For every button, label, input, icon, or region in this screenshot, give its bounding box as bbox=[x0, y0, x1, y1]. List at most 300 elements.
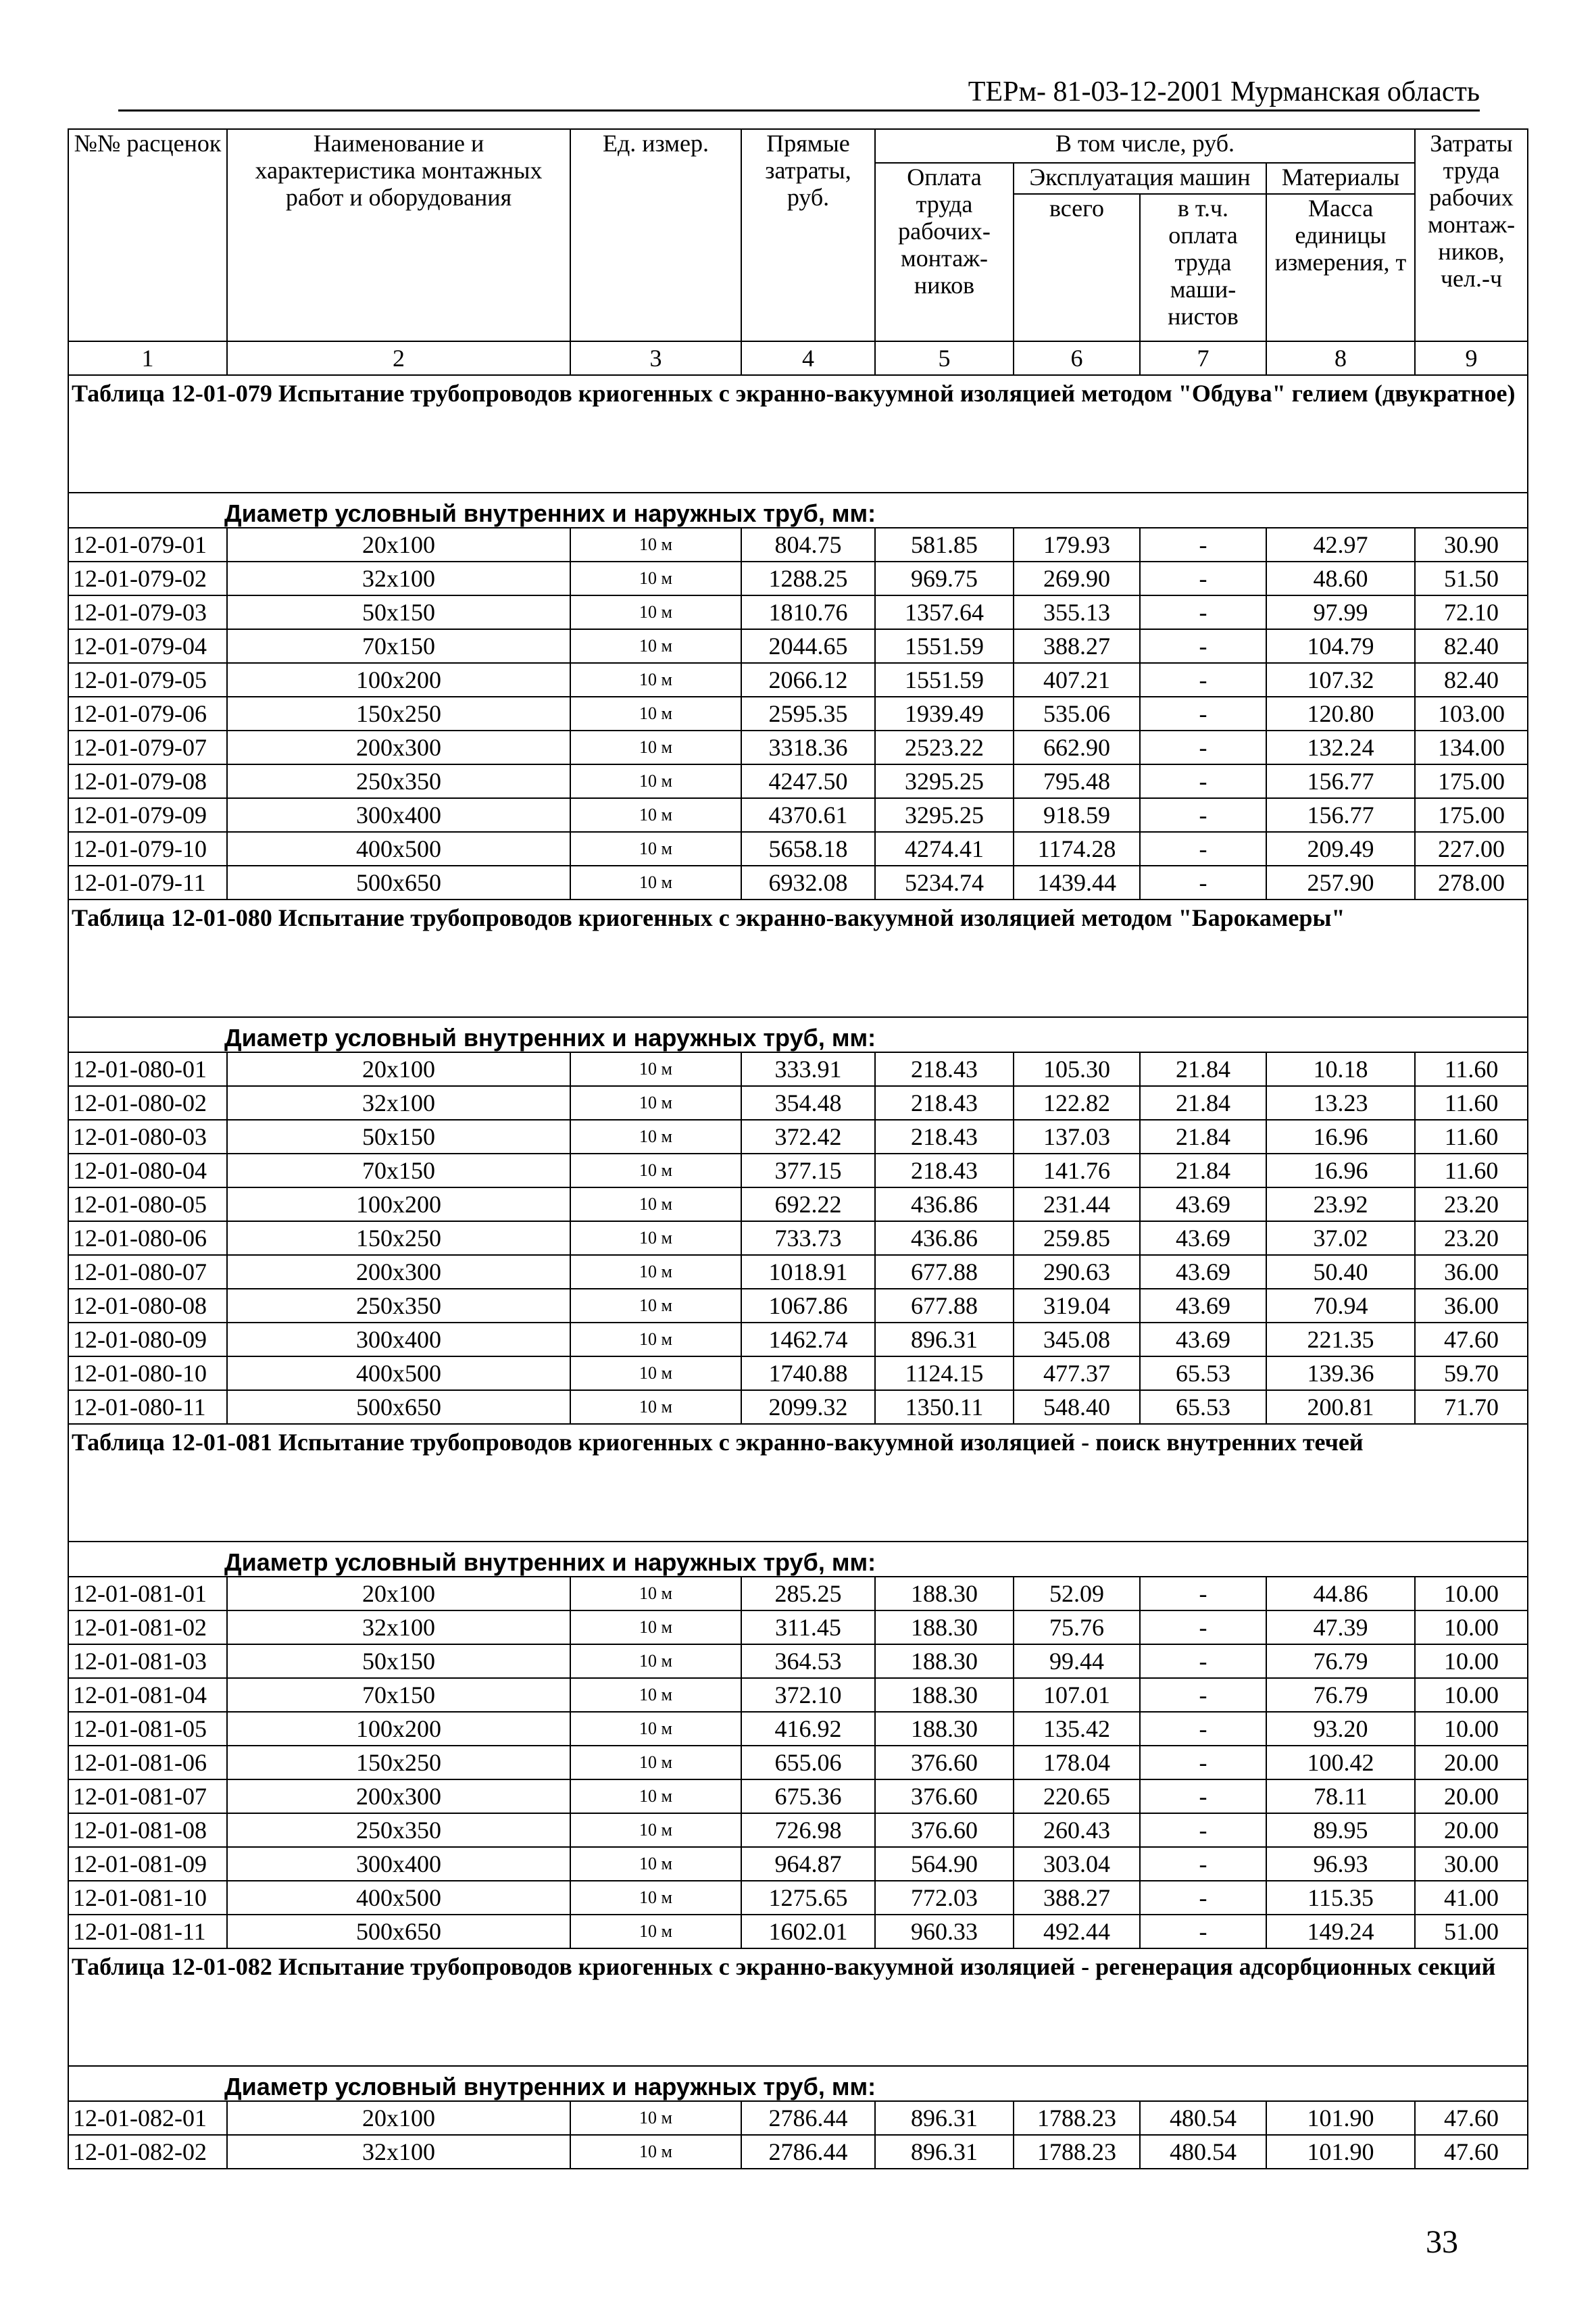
table-cell: 10 м bbox=[570, 764, 741, 798]
header-col7: в т.ч. оплата труда маши-нистов bbox=[1140, 194, 1266, 341]
column-number: 1 bbox=[68, 341, 227, 375]
table-cell: 300x400 bbox=[227, 1323, 570, 1356]
table-cell: 122.82 bbox=[1014, 1086, 1140, 1120]
table-cell: 12-01-080-05 bbox=[68, 1187, 227, 1221]
table-row bbox=[68, 798, 1528, 832]
table-cell: 188.30 bbox=[875, 1678, 1014, 1712]
table-cell: 21.84 bbox=[1140, 1120, 1266, 1154]
table-cell: - bbox=[1140, 1881, 1266, 1915]
table-cell: 12-01-081-01 bbox=[68, 1577, 227, 1610]
table-cell: 115.35 bbox=[1266, 1881, 1415, 1915]
table-cell: 12-01-079-06 bbox=[68, 697, 227, 731]
table-cell: 896.31 bbox=[875, 1323, 1014, 1356]
table-cell: 675.36 bbox=[741, 1779, 875, 1813]
table-cell: 20x100 bbox=[227, 2101, 570, 2135]
table-cell: 311.45 bbox=[741, 1610, 875, 1644]
table-cell: 100x200 bbox=[227, 663, 570, 697]
table-cell: 692.22 bbox=[741, 1187, 875, 1221]
table-cell: 416.92 bbox=[741, 1712, 875, 1746]
table-row bbox=[68, 1356, 1528, 1390]
table-cell: 3295.25 bbox=[875, 764, 1014, 798]
table-row bbox=[68, 528, 1528, 562]
table-cell: 71.70 bbox=[1415, 1390, 1528, 1424]
table-cell: 400x500 bbox=[227, 1881, 570, 1915]
table-cell: 188.30 bbox=[875, 1610, 1014, 1644]
table-cell: 388.27 bbox=[1014, 1881, 1140, 1915]
table-cell: 41.00 bbox=[1415, 1881, 1528, 1915]
table-cell: 150x250 bbox=[227, 1746, 570, 1779]
table-cell: 218.43 bbox=[875, 1086, 1014, 1120]
column-numbers-row bbox=[68, 341, 1528, 375]
table-cell: - bbox=[1140, 629, 1266, 663]
table-cell: 960.33 bbox=[875, 1915, 1014, 1948]
table-row bbox=[68, 1052, 1528, 1086]
table-cell: 20.00 bbox=[1415, 1779, 1528, 1813]
table-row bbox=[68, 595, 1528, 629]
table-cell: 82.40 bbox=[1415, 629, 1528, 663]
table-cell: 218.43 bbox=[875, 1154, 1014, 1187]
table-cell: 120.80 bbox=[1266, 697, 1415, 731]
table-cell: 500x650 bbox=[227, 866, 570, 900]
table-row bbox=[68, 1086, 1528, 1120]
table-cell: 218.43 bbox=[875, 1052, 1014, 1086]
header-col8: Масса единицы измерения, т bbox=[1266, 194, 1415, 341]
table-cell: 23.20 bbox=[1415, 1221, 1528, 1255]
table-cell: 188.30 bbox=[875, 1712, 1014, 1746]
section-subtitle-row bbox=[68, 1542, 1528, 1577]
table-row bbox=[68, 731, 1528, 764]
table-cell: 1357.64 bbox=[875, 595, 1014, 629]
table-cell: - bbox=[1140, 562, 1266, 595]
table-row bbox=[68, 1221, 1528, 1255]
document-header: ТЕРм- 81-03-12-2001 Мурманская область bbox=[968, 76, 1480, 107]
table-cell: 12-01-080-01 bbox=[68, 1052, 227, 1086]
table-cell: 12-01-079-04 bbox=[68, 629, 227, 663]
table-cell: - bbox=[1140, 1610, 1266, 1644]
table-cell: 156.77 bbox=[1266, 764, 1415, 798]
table-cell: 10 м bbox=[570, 1847, 741, 1881]
section-subtitle: Диаметр условный внутренних и наружных труб, мм: bbox=[68, 2066, 1528, 2101]
table-cell: 137.03 bbox=[1014, 1120, 1140, 1154]
table-cell: 100.42 bbox=[1266, 1746, 1415, 1779]
table-cell: 76.79 bbox=[1266, 1678, 1415, 1712]
table-row bbox=[68, 1847, 1528, 1881]
table-cell: 12-01-079-02 bbox=[68, 562, 227, 595]
table-cell: 1067.86 bbox=[741, 1289, 875, 1323]
table-row bbox=[68, 1915, 1528, 1948]
table-cell: 72.10 bbox=[1415, 595, 1528, 629]
table-cell: 969.75 bbox=[875, 562, 1014, 595]
table-cell: 175.00 bbox=[1415, 764, 1528, 798]
table-cell: 70.94 bbox=[1266, 1289, 1415, 1323]
table-cell: 21.84 bbox=[1140, 1154, 1266, 1187]
section-subtitle: Диаметр условный внутренних и наружных труб, мм: bbox=[68, 1542, 1528, 1577]
table-cell: 1275.65 bbox=[741, 1881, 875, 1915]
table-cell: - bbox=[1140, 528, 1266, 562]
table-cell: 10 м bbox=[570, 1644, 741, 1678]
table-cell: 150x250 bbox=[227, 1221, 570, 1255]
table-cell: 1788.23 bbox=[1014, 2135, 1140, 2169]
table-cell: 436.86 bbox=[875, 1187, 1014, 1221]
table-row bbox=[68, 1712, 1528, 1746]
table-row bbox=[68, 1154, 1528, 1187]
table-row bbox=[68, 1813, 1528, 1847]
table-cell: 5658.18 bbox=[741, 832, 875, 866]
table-cell: 156.77 bbox=[1266, 798, 1415, 832]
table-cell: 10 м bbox=[570, 2135, 741, 2169]
table-cell: 10 м bbox=[570, 1390, 741, 1424]
table-cell: 12-01-080-07 bbox=[68, 1255, 227, 1289]
table-cell: 30.90 bbox=[1415, 528, 1528, 562]
table-cell: 772.03 bbox=[875, 1881, 1014, 1915]
table-cell: 10 м bbox=[570, 629, 741, 663]
header-col3: Ед. измер. bbox=[570, 129, 741, 341]
table-cell: 964.87 bbox=[741, 1847, 875, 1881]
table-cell: 677.88 bbox=[875, 1255, 1014, 1289]
table-cell: - bbox=[1140, 764, 1266, 798]
table-cell: 10 м bbox=[570, 528, 741, 562]
table-cell: 47.60 bbox=[1415, 2101, 1528, 2135]
table-cell: 43.69 bbox=[1140, 1323, 1266, 1356]
table-cell: 1174.28 bbox=[1014, 832, 1140, 866]
table-cell: 10 м bbox=[570, 832, 741, 866]
table-cell: 377.15 bbox=[741, 1154, 875, 1187]
table-cell: 285.25 bbox=[741, 1577, 875, 1610]
table-cell: 10 м bbox=[570, 1120, 741, 1154]
table-cell: 10 м bbox=[570, 1086, 741, 1120]
section-title-row bbox=[68, 1424, 1528, 1542]
header-materials: Материалы bbox=[1266, 163, 1415, 194]
table-cell: 662.90 bbox=[1014, 731, 1140, 764]
column-number: 9 bbox=[1415, 341, 1528, 375]
table-cell: 250x350 bbox=[227, 1289, 570, 1323]
table-cell: - bbox=[1140, 1847, 1266, 1881]
table-cell: 52.09 bbox=[1014, 1577, 1140, 1610]
table-cell: 12-01-080-09 bbox=[68, 1323, 227, 1356]
table-cell: 2786.44 bbox=[741, 2101, 875, 2135]
table-cell: 12-01-081-05 bbox=[68, 1712, 227, 1746]
table-cell: 548.40 bbox=[1014, 1390, 1140, 1424]
table-cell: 101.90 bbox=[1266, 2101, 1415, 2135]
table-cell: 200x300 bbox=[227, 1779, 570, 1813]
table-cell: 21.84 bbox=[1140, 1052, 1266, 1086]
table-cell: 20x100 bbox=[227, 528, 570, 562]
table-cell: 32x100 bbox=[227, 1610, 570, 1644]
table-cell: 227.00 bbox=[1415, 832, 1528, 866]
table-cell: 12-01-080-04 bbox=[68, 1154, 227, 1187]
table-row bbox=[68, 1610, 1528, 1644]
table-cell: 10 м bbox=[570, 1187, 741, 1221]
table-cell: - bbox=[1140, 866, 1266, 900]
table-cell: 59.70 bbox=[1415, 1356, 1528, 1390]
column-number: 2 bbox=[227, 341, 570, 375]
table-cell: 10 м bbox=[570, 731, 741, 764]
table-cell: 43.69 bbox=[1140, 1187, 1266, 1221]
table-cell: 535.06 bbox=[1014, 697, 1140, 731]
table-cell: 104.79 bbox=[1266, 629, 1415, 663]
table-cell: 492.44 bbox=[1014, 1915, 1140, 1948]
table-cell: 107.32 bbox=[1266, 663, 1415, 697]
table-cell: 10.00 bbox=[1415, 1610, 1528, 1644]
column-number: 4 bbox=[741, 341, 875, 375]
table-cell: 97.99 bbox=[1266, 595, 1415, 629]
table-cell: 2066.12 bbox=[741, 663, 875, 697]
table-cell: 376.60 bbox=[875, 1779, 1014, 1813]
table-row bbox=[68, 1678, 1528, 1712]
table-cell: 11.60 bbox=[1415, 1052, 1528, 1086]
table-cell: 1740.88 bbox=[741, 1356, 875, 1390]
table-row bbox=[68, 562, 1528, 595]
table-cell: 918.59 bbox=[1014, 798, 1140, 832]
table-cell: 134.00 bbox=[1415, 731, 1528, 764]
table-row bbox=[68, 1255, 1528, 1289]
table-cell: 65.53 bbox=[1140, 1390, 1266, 1424]
table-cell: 1788.23 bbox=[1014, 2101, 1140, 2135]
table-cell: 1288.25 bbox=[741, 562, 875, 595]
table-cell: 11.60 bbox=[1415, 1086, 1528, 1120]
table-cell: - bbox=[1140, 1712, 1266, 1746]
table-row bbox=[68, 832, 1528, 866]
header-col4: Прямые затраты, руб. bbox=[741, 129, 875, 341]
header-rule bbox=[118, 109, 1480, 112]
table-cell: 4247.50 bbox=[741, 764, 875, 798]
table-cell: 10 м bbox=[570, 1881, 741, 1915]
table-cell: 10 м bbox=[570, 798, 741, 832]
table-cell: 10 м bbox=[570, 1678, 741, 1712]
table-cell: 257.90 bbox=[1266, 866, 1415, 900]
column-number: 5 bbox=[875, 341, 1014, 375]
table-cell: 20x100 bbox=[227, 1052, 570, 1086]
table-cell: 12-01-079-07 bbox=[68, 731, 227, 764]
table-cell: 1350.11 bbox=[875, 1390, 1014, 1424]
table-cell: 12-01-080-10 bbox=[68, 1356, 227, 1390]
table-cell: 10 м bbox=[570, 1356, 741, 1390]
header-group: В том числе, руб. bbox=[875, 129, 1415, 163]
table-cell: 10 м bbox=[570, 1779, 741, 1813]
table-cell: 101.90 bbox=[1266, 2135, 1415, 2169]
table-cell: 500x650 bbox=[227, 1390, 570, 1424]
table-cell: 10.00 bbox=[1415, 1712, 1528, 1746]
table-cell: - bbox=[1140, 798, 1266, 832]
table-cell: 51.50 bbox=[1415, 562, 1528, 595]
table-row bbox=[68, 2101, 1528, 2135]
table-cell: 259.85 bbox=[1014, 1221, 1140, 1255]
table-cell: 6932.08 bbox=[741, 866, 875, 900]
table-cell: 70x150 bbox=[227, 1154, 570, 1187]
table-header-row bbox=[68, 129, 1528, 163]
table-cell: 12-01-081-07 bbox=[68, 1779, 227, 1813]
table-cell: 209.49 bbox=[1266, 832, 1415, 866]
table-row bbox=[68, 2135, 1528, 2169]
table-cell: 12-01-081-10 bbox=[68, 1881, 227, 1915]
table-cell: 3295.25 bbox=[875, 798, 1014, 832]
table-cell: 290.63 bbox=[1014, 1255, 1140, 1289]
table-cell: 400x500 bbox=[227, 1356, 570, 1390]
table-cell: 333.91 bbox=[741, 1052, 875, 1086]
table-cell: 1810.76 bbox=[741, 595, 875, 629]
table-cell: 43.69 bbox=[1140, 1255, 1266, 1289]
table-cell: 141.76 bbox=[1014, 1154, 1140, 1187]
table-cell: 12-01-081-03 bbox=[68, 1644, 227, 1678]
table-cell: - bbox=[1140, 731, 1266, 764]
table-row bbox=[68, 1644, 1528, 1678]
header-col1: №№ расценок bbox=[68, 129, 227, 341]
table-cell: 200x300 bbox=[227, 731, 570, 764]
table-cell: 50x150 bbox=[227, 1644, 570, 1678]
table-cell: 388.27 bbox=[1014, 629, 1140, 663]
table-cell: 655.06 bbox=[741, 1746, 875, 1779]
column-number: 8 bbox=[1266, 341, 1415, 375]
table-cell: - bbox=[1140, 1915, 1266, 1948]
table-cell: 32x100 bbox=[227, 562, 570, 595]
table-row bbox=[68, 1187, 1528, 1221]
table-cell: 82.40 bbox=[1415, 663, 1528, 697]
table-cell: 37.02 bbox=[1266, 1221, 1415, 1255]
table-cell: 2044.65 bbox=[741, 629, 875, 663]
table-cell: 376.60 bbox=[875, 1746, 1014, 1779]
table-cell: - bbox=[1140, 1813, 1266, 1847]
table-cell: - bbox=[1140, 1746, 1266, 1779]
table-cell: 1124.15 bbox=[875, 1356, 1014, 1390]
page-number: 33 bbox=[1426, 2224, 1458, 2260]
table-cell: 795.48 bbox=[1014, 764, 1140, 798]
table-cell: 260.43 bbox=[1014, 1813, 1140, 1847]
table-cell: 12-01-079-01 bbox=[68, 528, 227, 562]
table-cell: 11.60 bbox=[1415, 1120, 1528, 1154]
table-cell: 12-01-082-02 bbox=[68, 2135, 227, 2169]
table-cell: - bbox=[1140, 1678, 1266, 1712]
table-row bbox=[68, 1289, 1528, 1323]
header-col9: Затраты труда рабочих монтаж-ников, чел.-ч bbox=[1415, 129, 1528, 341]
header-col5: Оплата труда рабочих-монтаж-ников bbox=[875, 163, 1014, 341]
table-cell: 99.44 bbox=[1014, 1644, 1140, 1678]
table-cell: 12-01-079-11 bbox=[68, 866, 227, 900]
table-row bbox=[68, 1323, 1528, 1356]
table-cell: 47.60 bbox=[1415, 2135, 1528, 2169]
table-cell: 436.86 bbox=[875, 1221, 1014, 1255]
table-cell: 221.35 bbox=[1266, 1323, 1415, 1356]
table-cell: 93.20 bbox=[1266, 1712, 1415, 1746]
section-subtitle-row bbox=[68, 493, 1528, 528]
table-cell: 76.79 bbox=[1266, 1644, 1415, 1678]
table-cell: 12-01-081-06 bbox=[68, 1746, 227, 1779]
table-cell: 188.30 bbox=[875, 1644, 1014, 1678]
table-cell: 20.00 bbox=[1415, 1813, 1528, 1847]
table-cell: 42.97 bbox=[1266, 528, 1415, 562]
table-cell: 1602.01 bbox=[741, 1915, 875, 1948]
table-cell: 218.43 bbox=[875, 1120, 1014, 1154]
table-cell: 10 м bbox=[570, 1813, 741, 1847]
table-cell: 48.60 bbox=[1266, 562, 1415, 595]
table-cell: 70x150 bbox=[227, 629, 570, 663]
header-col2: Наименование и характеристика монтажных работ и оборудования bbox=[227, 129, 570, 341]
table-cell: 100x200 bbox=[227, 1187, 570, 1221]
column-number: 3 bbox=[570, 341, 741, 375]
table-cell: - bbox=[1140, 1644, 1266, 1678]
table-cell: 372.42 bbox=[741, 1120, 875, 1154]
table-cell: 581.85 bbox=[875, 528, 1014, 562]
section-title-row bbox=[68, 375, 1528, 493]
table-cell: 100x200 bbox=[227, 1712, 570, 1746]
table-cell: 179.93 bbox=[1014, 528, 1140, 562]
table-cell: 32x100 bbox=[227, 1086, 570, 1120]
table-cell: 5234.74 bbox=[875, 866, 1014, 900]
table-cell: 30.00 bbox=[1415, 1847, 1528, 1881]
table-cell: 50.40 bbox=[1266, 1255, 1415, 1289]
table-row bbox=[68, 1577, 1528, 1610]
table-cell: 43.69 bbox=[1140, 1289, 1266, 1323]
section-title: Таблица 12-01-082 Испытание трубопроводов криогенных с экранно-вакуумной изоляцией - регенерация адсорбционных секций bbox=[68, 1948, 1528, 2066]
table-cell: 78.11 bbox=[1266, 1779, 1415, 1813]
table-cell: 51.00 bbox=[1415, 1915, 1528, 1948]
table-cell: - bbox=[1140, 1577, 1266, 1610]
table-cell: 10.00 bbox=[1415, 1678, 1528, 1712]
table-cell: 188.30 bbox=[875, 1577, 1014, 1610]
table-cell: 103.00 bbox=[1415, 697, 1528, 731]
table-cell: 677.88 bbox=[875, 1289, 1014, 1323]
table-row bbox=[68, 663, 1528, 697]
table-row bbox=[68, 764, 1528, 798]
header-col6: всего bbox=[1014, 194, 1140, 341]
table-cell: 355.13 bbox=[1014, 595, 1140, 629]
table-cell: 250x350 bbox=[227, 764, 570, 798]
table-cell: 96.93 bbox=[1266, 1847, 1415, 1881]
table-cell: 12-01-080-06 bbox=[68, 1221, 227, 1255]
table-cell: 149.24 bbox=[1266, 1915, 1415, 1948]
table-cell: 303.04 bbox=[1014, 1847, 1140, 1881]
table-cell: 12-01-079-03 bbox=[68, 595, 227, 629]
table-cell: 10 м bbox=[570, 1052, 741, 1086]
table-cell: 376.60 bbox=[875, 1813, 1014, 1847]
table-cell: 12-01-082-01 bbox=[68, 2101, 227, 2135]
section-subtitle: Диаметр условный внутренних и наружных труб, мм: bbox=[68, 1017, 1528, 1052]
table-cell: 175.00 bbox=[1415, 798, 1528, 832]
table-row bbox=[68, 1390, 1528, 1424]
table-cell: 407.21 bbox=[1014, 663, 1140, 697]
table-cell: 20.00 bbox=[1415, 1746, 1528, 1779]
table-cell: 12-01-081-11 bbox=[68, 1915, 227, 1948]
table-cell: 12-01-080-03 bbox=[68, 1120, 227, 1154]
table-cell: 10 м bbox=[570, 1255, 741, 1289]
section-title: Таблица 12-01-079 Испытание трубопроводов криогенных с экранно-вакуумной изоляцией методом "Обдува" гелием (двукратное) bbox=[68, 375, 1528, 493]
table-cell: 364.53 bbox=[741, 1644, 875, 1678]
table-cell: 70x150 bbox=[227, 1678, 570, 1712]
table-cell: 10 м bbox=[570, 595, 741, 629]
table-row bbox=[68, 866, 1528, 900]
table-cell: 11.60 bbox=[1415, 1154, 1528, 1187]
table-cell: 150x250 bbox=[227, 697, 570, 731]
table-row bbox=[68, 1746, 1528, 1779]
table-cell: 10 м bbox=[570, 1289, 741, 1323]
table-cell: 12-01-079-09 bbox=[68, 798, 227, 832]
table-row bbox=[68, 629, 1528, 663]
table-cell: 12-01-080-11 bbox=[68, 1390, 227, 1424]
table-cell: 50x150 bbox=[227, 1120, 570, 1154]
table-cell: 1939.49 bbox=[875, 697, 1014, 731]
table-cell: 12-01-080-02 bbox=[68, 1086, 227, 1120]
table-cell: 21.84 bbox=[1140, 1086, 1266, 1120]
table-cell: 10 м bbox=[570, 1323, 741, 1356]
table-cell: 10 м bbox=[570, 1915, 741, 1948]
header-expl: Эксплуатация машин bbox=[1014, 163, 1266, 194]
table-cell: 16.96 bbox=[1266, 1120, 1415, 1154]
table-cell: - bbox=[1140, 663, 1266, 697]
section-subtitle: Диаметр условный внутренних и наружных труб, мм: bbox=[68, 493, 1528, 528]
table-cell: - bbox=[1140, 595, 1266, 629]
table-cell: 12-01-079-08 bbox=[68, 764, 227, 798]
table-cell: 139.36 bbox=[1266, 1356, 1415, 1390]
column-number: 6 bbox=[1014, 341, 1140, 375]
